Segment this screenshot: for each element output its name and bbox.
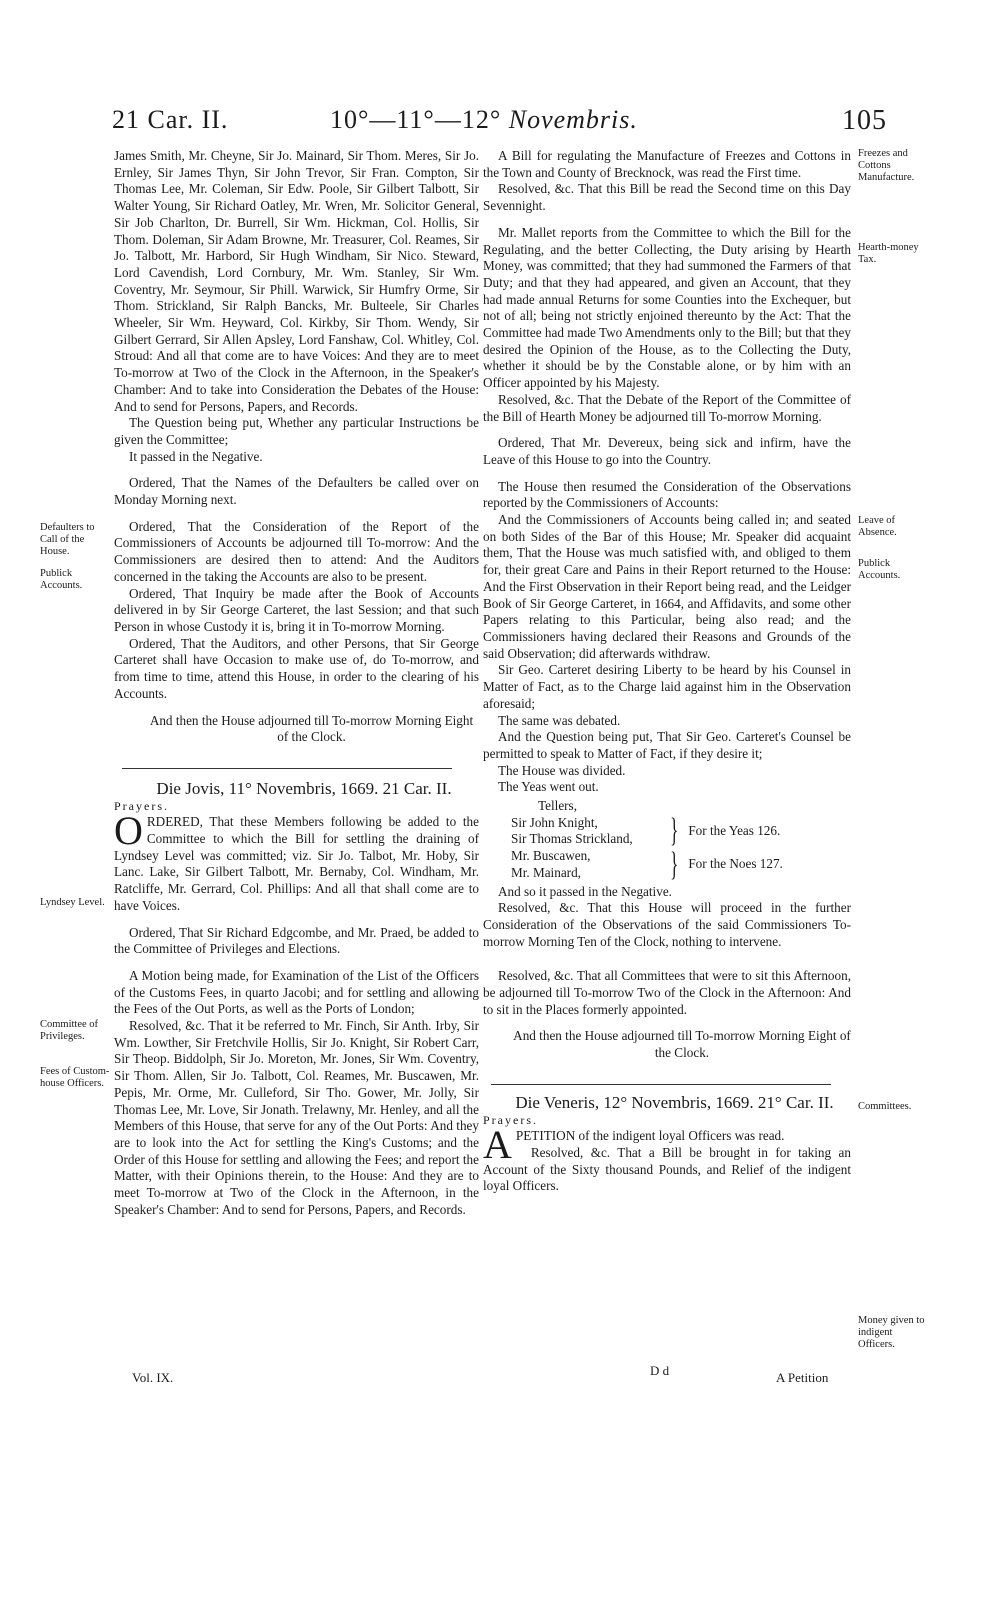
paragraph: Ordered, That Sir Richard Edgcombe, and Mr. Praed, be added to the Committee of Privileges and Elections. — [114, 924, 479, 957]
paragraph: Resolved, &c. That this House will proceed in the further Consideration of the Observations of the said Commissioners To-morrow Morning Ten of the Clock, nothing to intervene. — [483, 900, 851, 949]
paragraph: And the Commissioners of Accounts being called in; and seated on both Sides of the Bar of this House; Mr. Speaker did acquaint them, That the House was much satisfied with, and obliged to them for, their great Care and Pains in their Report returned to the House: And the First Observation in their Report being read, and the Leidger Book of Sir George Carteret, in 1664, and Affidavits, and some other Papers relating to this Particular, being also read; and the Commissioners having declared their Reasons and Grounds of the said Observation; did afterwards withdraw. — [483, 512, 851, 661]
noes-result: For the Noes 127. — [688, 856, 783, 872]
drop-cap: A — [483, 1122, 512, 1168]
margin-note-committees: Committees. — [858, 1101, 912, 1112]
margin-note-fees: Fees of Custom-house Officers. — [40, 1066, 110, 1089]
running-head-left: 21 Car. II. — [112, 105, 229, 134]
margin-note-leave-of-absence: Leave of Absence. — [858, 515, 897, 538]
paragraph: A Bill for regulating the Manufacture of Freezes and Cottons in the Town and County of Brecknock, was read the First time. — [483, 148, 851, 180]
noes-tellers — [483, 845, 851, 883]
paragraph: The House was divided. — [498, 762, 626, 778]
left-column — [114, 148, 479, 1218]
paragraph: Ordered, That the Names of the Defaulters be called over on Monday Morning next. — [114, 475, 479, 508]
prayers-heading: Prayers. — [114, 798, 169, 813]
margin-note-lyndsey-level: Lyndsey Level. — [40, 897, 105, 908]
margin-note-publick-accounts: Publick Accounts. — [858, 558, 901, 581]
adjournment-line: And then the House adjourned till To-morrow Morning Eight of the Clock. — [513, 1028, 851, 1061]
margin-note-defaulters: Defaulters to Call of the House. — [40, 522, 95, 557]
section-divider — [122, 768, 452, 769]
signature-mark: D d — [650, 1363, 670, 1378]
margin-note-publick-accounts: Publick Accounts. — [40, 568, 83, 591]
paragraph — [483, 1122, 851, 1168]
margin-note-committee-of-privileges: Committee of Privileges. — [40, 1019, 99, 1042]
page-number: 105 — [842, 105, 887, 136]
paragraph: Ordered, That Mr. Devereux, being sick and infirm, have the Leave of this House to go into the Country. — [483, 435, 851, 467]
paragraph: Ordered, That the Auditors, and other Persons, that Sir George Carteret shall have Occasion to make use of, do To-morrow, and from time to time, attend this House, in order to the clearing of his Accounts. — [114, 635, 479, 701]
paragraph-text: RDERED, That these Members following be added to the Committee to which the Bill for settling the draining of Lyndsey Level was committed; viz. Sir Jo. Talbot, Mr. Hoby, Sir Lanc. Lake, Sir Gilbert Talbott, Mr. Bernaby, Col. Windham, Mr. Ratcliffe, Mr. Gerrard, Col. Phillips: And all that shall come are to have Voices. — [114, 814, 479, 913]
day-heading: Die Jovis, 11° Novembris, 1669. 21 Car. II. — [156, 778, 452, 798]
paragraph: Resolved, &c. That a Bill be brought in for taking an Account of the Sixty thousand Pounds, and Relief of the indigent loyal Officers. — [483, 1144, 851, 1194]
paragraph — [114, 808, 479, 914]
adjournment-line: And then the House adjourned till To-morrow Morning Eight of the Clock. — [149, 712, 474, 745]
running-head-center — [330, 105, 638, 135]
paragraph: Resolved, &c. That this Bill be read the Second time on this Day Sevennight. — [483, 181, 851, 214]
volume-label: Vol. IX. — [132, 1370, 174, 1385]
tellers-block — [483, 798, 851, 882]
paragraph: The Yeas went out. — [498, 779, 599, 795]
teller-name: Sir John Knight, — [511, 814, 598, 830]
margin-note-freezes: Freezes and Cottons Manufacture. — [858, 148, 915, 183]
drop-cap: O — [114, 808, 143, 854]
prayers-heading: Prayers. — [483, 1112, 538, 1127]
section-divider — [491, 1084, 831, 1085]
paragraph: The same was debated. — [498, 712, 621, 728]
paragraph: James Smith, Mr. Cheyne, Sir Jo. Mainard, Sir Thom. Meres, Sir Jo. Ernley, Sir James Thyn, Sir John Trevor, Sir Fran. Compton, Sir Thomas Lee, Mr. Coleman, Sir Edw. Poole, Sir Gilbert Talbott, Sir Walter Young, Sir Richard Oatley, Mr. Wren, Mr. Solicitor General, Sir Job Charlton, Dr. Burrell, Sir Wm. Hickman, Col. Hollis, Sir Thom. Doleman, Sir Adam Browne, Mr. Treasurer, Col. Reames, Sir Jo. Talbott, Mr. Harbord, Sir Hugh Windham, Sir Nico. Steward, Lord Cavendish, Lord Cornbury, Mr. Wm. Stanley, Sir Wm. Coventry, Mr. Seymour, Sir Phill. Warwick, Sir Humfry Orme, Sir Thom. Strickland, Sir Ralph Bancks, Mr. Bulteele, Sir Charles Wheeler, Sir Wm. Heyward, Col. Kirkby, Sir Thom. Wendy, Sir Gilbert Gerrard, Sir Allen Apsley, Lord Fanshaw, Col. Whitley, Col. Stroud: And all that come are to have Voices: And they are to meet To-morrow at Two of the Clock in the Afternoon, in the Speaker's Chamber: And to take into Consideration the Debates of the House: And to send for Persons, Papers, and Records. — [114, 148, 479, 414]
paragraph: Ordered, That the Consideration of the Report of the Commissioners of Accounts be adjourned till To-morrow: And the Commissioners are desired then to attend: And the Auditors concerned in the taking the Accounts are also to be present. — [114, 518, 479, 584]
margin-note-money-given: Money given to indigent Officers. — [858, 1315, 925, 1350]
running-head-month: Novembris. — [508, 105, 638, 134]
paragraph: The Question being put, Whether any particular Instructions be given the Committee; — [114, 415, 479, 447]
running-head-dates: 10°—11°—12° — [330, 105, 502, 134]
teller-name: Mr. Mainard, — [511, 864, 581, 880]
brace-glyph: } — [670, 812, 679, 850]
paragraph: Mr. Mallet reports from the Committee to which the Bill for the Regulating, and the better Collecting, the Duty arising by Hearth Money, was committed; that they had summoned the Farmers of that Duty; and that they had appeared, and given an Account, that they had made annual Returns for some Counties into the Exchequer, but not of all; being not strictly enjoined thereunto by the Act: That the Committee had made Two Amendments only to the Bill; but that they desired the Opinion of the House, as to the Collecting the Duty, whether it should be by the Constable alone, or by him with an Officer appointed by his Majesty. — [483, 224, 851, 391]
margin-note-hearth-money: Hearth-money Tax. — [858, 242, 919, 265]
catchword: A Petition — [776, 1370, 829, 1385]
paragraph: And so it passed in the Negative. — [498, 883, 672, 899]
teller-name: Mr. Buscawen, — [511, 848, 591, 864]
paragraph: A Motion being made, for Examination of the List of the Officers of the Customs Fees, in quarto Jacobi; and for settling and allowing the Fees of the Out Ports, as well as the Ports of London; — [114, 967, 479, 1017]
paragraph: Sir Geo. Carteret desiring Liberty to be heard by his Counsel in Matter of Fact, as to the Charge laid against him in the Observation aforesaid; — [483, 662, 851, 711]
right-column — [483, 148, 851, 1195]
day-heading: Die Veneris, 12° Novembris, 1669. 21° Car. II. — [515, 1092, 834, 1112]
paragraph: Resolved, &c. That it be referred to Mr. Finch, Sir Anth. Irby, Sir Wm. Lowther, Sir Fretchvile Hollis, Sir Jo. Knight, Sir Robert Carr, Sir Theop. Biddolph, Sir Jo. Moreton, Mr. Jones, Sir Wm. Coventry, Sir Thom. Allen, Sir Jo. Talbott, Col. Reames, Mr. Buscawen, Mr. Pepis, Mr. Orme, Mr. Culleford, Sir Tho. Gower, Mr. Jolly, Sir Thomas Lee, Mr. Love, Sir Jonath. Trelawny, Mr. Henley, and all the Members of this House, that serve for any of the Out Ports: And they are to look into the Act for settling the King's Customs; and the Order of this House for settling and allowing the Fees; and report the Matter, with their Opinions therein, to the House: And they are to meet To-morrow at Two of the Clock in the Afternoon, in the Speaker's Chamber: And to send for Persons, Papers, and Records. — [114, 1018, 479, 1217]
paragraph-text: PETITION of the indigent loyal Officers was read. — [515, 1128, 785, 1144]
tellers-heading: Tellers, — [538, 798, 577, 814]
yeas-result: For the Yeas 126. — [688, 823, 781, 839]
paragraph: Resolved, &c. That all Committees that were to sit this Afternoon, be adjourned till To-morrow Two of the Clock in the Afternoon: And to sit in the Places formerly appointed. — [483, 968, 851, 1017]
paragraph: The House then resumed the Consideration of the Observations reported by the Commissioners of Accounts: — [483, 478, 851, 511]
paragraph: Ordered, That Inquiry be made after the Book of Accounts delivered in by Sir George Carteret, the last Session; and that such Person in whose Custody it is, bring it in To-morrow Morning. — [114, 585, 479, 634]
brace-glyph: } — [670, 845, 679, 883]
paragraph: And the Question being put, That Sir Geo. Carteret's Counsel be permitted to speak to Matter of Fact, if they desire it; — [483, 729, 851, 761]
yeas-tellers — [483, 812, 851, 850]
paragraph: It passed in the Negative. — [129, 448, 263, 464]
teller-name: Sir Thomas Strickland, — [511, 831, 633, 847]
paragraph: Resolved, &c. That the Debate of the Report of the Committee of the Bill of Hearth Money be adjourned till To-morrow Morning. — [483, 391, 851, 424]
